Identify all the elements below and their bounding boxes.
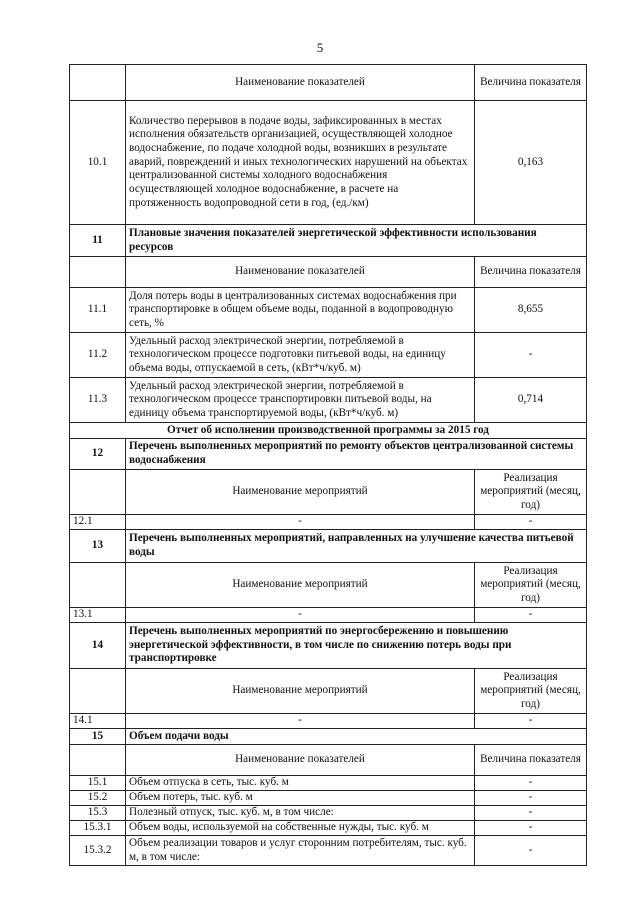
section-title: Плановые значения показателей энергетической эффективности использования ресурсов <box>126 225 587 257</box>
header-realization: Реализация мероприятий (месяц, год) <box>475 563 587 608</box>
header-realization: Реализация мероприятий (месяц, год) <box>475 470 587 515</box>
row-number: 11.1 <box>70 288 126 333</box>
table-row <box>70 101 587 225</box>
section-number: 13 <box>70 530 126 563</box>
header-indicators: Наименование показателей <box>126 257 475 288</box>
section-row <box>70 530 587 563</box>
table-row <box>70 806 587 821</box>
header-measures: Наименование мероприятий <box>126 470 475 515</box>
row-value: - <box>475 515 587 530</box>
row-value: - <box>475 333 587 378</box>
table-row <box>70 791 587 806</box>
section-row <box>70 439 587 470</box>
page-number: 5 <box>316 40 324 55</box>
table-row <box>70 378 587 423</box>
row-value: - <box>475 776 587 791</box>
header-measures: Наименование мероприятий <box>126 669 475 714</box>
table-header-row <box>70 563 587 608</box>
table-row <box>70 515 587 530</box>
header-value: Величина показателя <box>475 65 587 101</box>
row-number: 13.1 <box>70 608 126 623</box>
header-value: Величина показателя <box>475 257 587 288</box>
row-value: - <box>475 791 587 806</box>
row-number: 11.2 <box>70 333 126 378</box>
table-row <box>70 776 587 791</box>
row-text: Количество перерывов в подаче воды, зафиксированных в местах исполнения обязательств организацией, осуществляющей холодное водоснабжение, по подаче холодной воды, возникших в результате аварий, повреждений и иных технологических нарушений на объектах централизованной системы холодного водоснабжения осуществляющей холодное водоснабжение, в расчете на протяженность водопроводной сети в год, (ед./км) <box>126 101 475 225</box>
section-row <box>70 729 587 745</box>
table-row <box>70 821 587 836</box>
section-row <box>70 623 587 669</box>
section-title: Перечень выполненных мероприятий, направленных на улучшение качества питьевой воды <box>126 530 587 563</box>
table-row <box>70 714 587 729</box>
table-row <box>70 333 587 378</box>
row-text: Объем воды, используемой на собственные нужды, тыс. куб. м <box>126 821 475 836</box>
section-number: 15 <box>70 729 126 745</box>
row-text: Объем потерь, тыс. куб. м <box>126 791 475 806</box>
row-text: Объем реализации товаров и услуг сторонним потребителям, тыс. куб. м, в том числе: <box>126 836 475 866</box>
row-value: 0,714 <box>475 378 587 423</box>
section-title: Перечень выполненных мероприятий по ремонту объектов централизованной системы водоснабжения <box>126 439 587 470</box>
row-number: 11.3 <box>70 378 126 423</box>
header-indicators: Наименование показателей <box>126 745 475 776</box>
section-number: 11 <box>70 225 126 257</box>
table-row <box>70 836 587 866</box>
row-text: - <box>126 608 475 623</box>
row-value: - <box>475 821 587 836</box>
row-text: - <box>126 714 475 729</box>
indicators-table <box>69 64 587 866</box>
section-title: Объем подачи воды <box>126 729 587 745</box>
row-value: - <box>475 836 587 866</box>
row-number: 14.1 <box>70 714 126 729</box>
row-number: 12.1 <box>70 515 126 530</box>
section-number: 12 <box>70 439 126 470</box>
row-number: 15.2 <box>70 791 126 806</box>
row-text: Удельный расход электрической энергии, потребляемой в технологическом процессе транспортировки питьевой воды, на единицу объема транспортируемой воды, (кВт*ч/куб. м) <box>126 378 475 423</box>
row-number: 15.1 <box>70 776 126 791</box>
section-number: 14 <box>70 623 126 669</box>
table-header-row <box>70 745 587 776</box>
table-header-row <box>70 470 587 515</box>
row-number: 10.1 <box>70 101 126 225</box>
header-measures: Наименование мероприятий <box>126 563 475 608</box>
row-number: 15.3 <box>70 806 126 821</box>
header-realization: Реализация мероприятий (месяц, год) <box>475 669 587 714</box>
section-row <box>70 225 587 257</box>
table-header-row <box>70 65 587 101</box>
report-title: Отчет об исполнении производственной программы за 2015 год <box>70 423 587 439</box>
table-header-row <box>70 669 587 714</box>
row-text: Полезный отпуск, тыс. куб. м, в том числе: <box>126 806 475 821</box>
row-value: - <box>475 714 587 729</box>
header-value: Величина показателя <box>475 745 587 776</box>
row-number: 15.3.2 <box>70 836 126 866</box>
table-row <box>70 288 587 333</box>
row-value: - <box>475 806 587 821</box>
header-indicators: Наименование показателей <box>126 65 475 101</box>
report-title-row <box>70 423 587 439</box>
table-row <box>70 608 587 623</box>
row-number: 15.3.1 <box>70 821 126 836</box>
row-text: Доля потерь воды в централизованных системах водоснабжения при транспортировке в общем объеме воды, поданной в водопроводную сеть, % <box>126 288 475 333</box>
row-text: Объем отпуска в сеть, тыс. куб. м <box>126 776 475 791</box>
row-text: - <box>126 515 475 530</box>
section-title: Перечень выполненных мероприятий по энергосбережению и повышению энергетической эффективности, в том числе по снижению потерь воды при транспортировке <box>126 623 587 669</box>
row-value: 0,163 <box>475 101 587 225</box>
row-text: Удельный расход электрической энергии, потребляемой в технологическом процессе подготовки питьевой воды, на единицу объема воды, отпускаемой в сеть, (кВт*ч/куб. м) <box>126 333 475 378</box>
row-value: 8,655 <box>475 288 587 333</box>
table-header-row <box>70 257 587 288</box>
row-value: - <box>475 608 587 623</box>
